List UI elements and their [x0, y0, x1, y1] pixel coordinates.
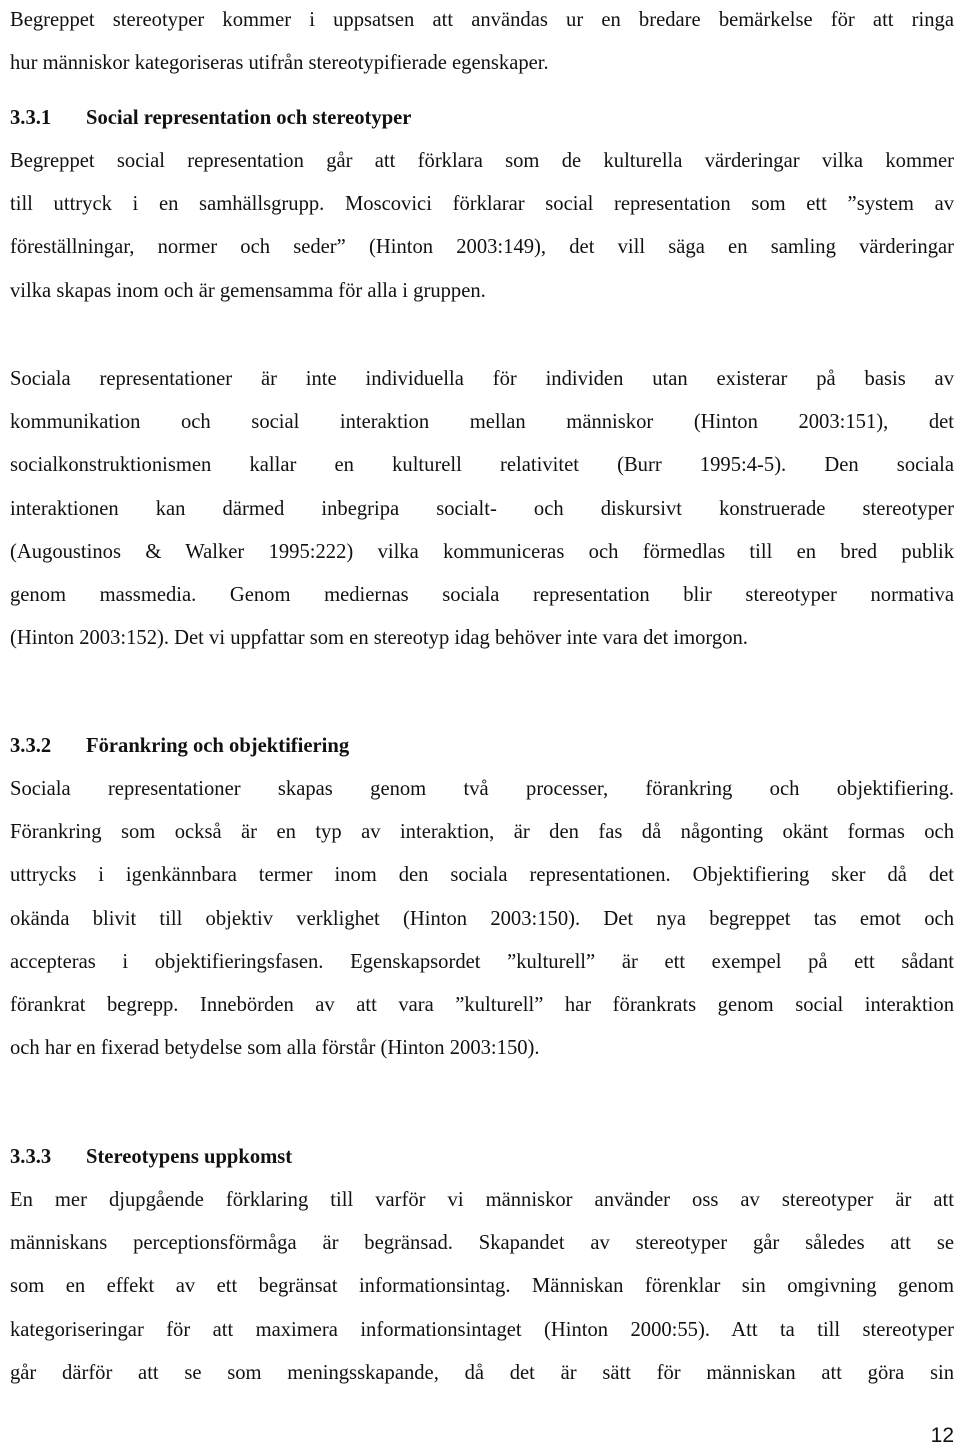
text-line: okända blivit till objektiv verklighet (Hinton 2003:150). Det nya begreppet tas emot och — [10, 907, 954, 930]
section-heading-3-3-1 — [10, 97, 411, 140]
page-number: 12 — [930, 1424, 954, 1447]
text-line: människans perceptionsförmåga är begränsad. Skapandet av stereotyper går således att se — [10, 1232, 954, 1255]
section-number: 3.3.1 — [10, 107, 52, 129]
text-line: Förankring som också är en typ av interaktion, är den fas då någonting okänt formas och — [10, 821, 954, 844]
text-line: kommunikation och social interaktion mellan människor (Hinton 2003:151), det — [10, 411, 954, 434]
text-line: föreställningar, normer och seder” (Hinton 2003:149), det vill säga en samling värderingar — [10, 236, 954, 259]
text-line: accepteras i objektifieringsfasen. Egenskapsordet ”kulturell” är ett exempel på ett sådant — [10, 950, 954, 973]
text-line: går därför att se som meningsskapande, då det är sätt för människan att göra sin — [10, 1361, 954, 1384]
text-line: uttrycks i igenkännbara termer inom den sociala representationen. Objektifiering sker då det — [10, 864, 954, 887]
text-line: Sociala representationer är inte individuella för individen utan existerar på basis av — [10, 368, 954, 390]
text-line: interaktionen kan därmed inbegripa socialt- och diskursivt konstruerade stereotyper — [10, 497, 954, 520]
text-line: (Hinton 2003:152). Det vi uppfattar som en stereotyp idag behöver inte vara det imorgon. — [10, 627, 748, 650]
text-line: genom massmedia. Genom mediernas sociala representation blir stereotyper normativa — [10, 584, 954, 607]
section-3-3-1-paragraph-2 — [10, 358, 954, 660]
section-heading-3-3-2 — [10, 725, 349, 768]
text-line: som en effekt av ett begränsat informationsintag. Människan förenklar sin omgivning genom — [10, 1275, 954, 1298]
section-title: Stereotypens uppkomst — [86, 1146, 293, 1168]
text-line: Begreppet stereotyper kommer i uppsatsen att användas ur en bredare bemärkelse för att ringa — [10, 9, 954, 31]
section-title: Social representation och stereotyper — [86, 107, 412, 129]
section-number: 3.3.3 — [10, 1146, 52, 1168]
text-line: förankrat begrepp. Innebörden av att vara ”kulturell” har förankrats genom social interaktion — [10, 994, 954, 1017]
text-line: till uttryck i en samhällsgrupp. Moscovici förklarar social representation som ett ”system av — [10, 193, 954, 216]
section-3-3-2-paragraph — [10, 768, 954, 1070]
section-3-3-1-paragraph-1 — [10, 140, 954, 313]
text-line: hur människor kategoriseras utifrån stereotypifierade egenskaper. — [10, 52, 549, 75]
section-heading-3-3-3 — [10, 1136, 292, 1179]
text-line: kategoriseringar för att maximera informationsintaget (Hinton 2000:55). Att ta till stereotyper — [10, 1318, 954, 1341]
section-3-3-3-paragraph — [10, 1179, 954, 1395]
text-line: socialkonstruktionismen kallar en kulturell relativitet (Burr 1995:4-5). Den sociala — [10, 454, 954, 477]
text-line: (Augoustinos & Walker 1995:222) vilka kommuniceras och förmedlas till en bred publik — [10, 540, 954, 563]
section-title: Förankring och objektifiering — [86, 735, 350, 757]
section-number: 3.3.2 — [10, 735, 52, 757]
text-line: Sociala representationer skapas genom två processer, förankring och objektifiering. — [10, 778, 954, 800]
intro-paragraph — [10, 0, 954, 85]
text-line: vilka skapas inom och är gemensamma för alla i gruppen. — [10, 279, 486, 302]
text-line: En mer djupgående förklaring till varför vi människor använder oss av stereotyper är att — [10, 1189, 954, 1211]
text-line: och har en fixerad betydelse som alla förstår (Hinton 2003:150). — [10, 1037, 540, 1060]
text-line: Begreppet social representation går att förklara som de kulturella värderingar vilka kommer — [10, 150, 954, 172]
